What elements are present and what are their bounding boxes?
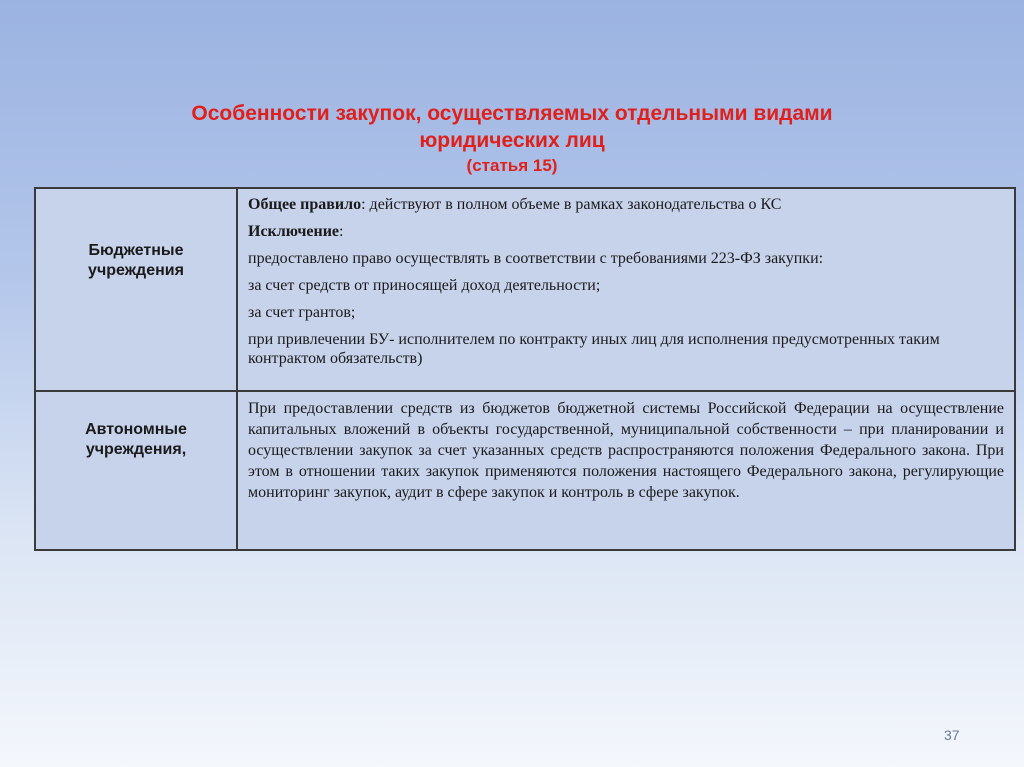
row-label: Автономные учреждения,	[85, 421, 187, 458]
list-item: предоставлено право осуществлять в соответствии с требованиями 223-ФЗ закупки:	[248, 250, 824, 267]
row-content-cell	[237, 188, 1015, 391]
title-line-3: (статья 15)	[466, 156, 558, 175]
row-label: Бюджетные учреждения	[88, 242, 184, 279]
page-number: 37	[944, 727, 960, 743]
row-content-cell	[237, 391, 1015, 550]
row-label-cell	[35, 188, 237, 391]
list-item: при привлечении БУ- исполнителем по контракту иных лиц для исполнения предусмотренных таким контрактом обязательств)	[248, 331, 940, 367]
content-table	[34, 187, 1016, 551]
exception	[248, 222, 1004, 241]
exception-suffix: :	[339, 223, 344, 240]
slide-title	[60, 100, 964, 178]
general-rule-label: Общее правило	[248, 196, 362, 213]
list-item: за счет грантов;	[248, 304, 356, 321]
title-line-2: юридических лиц	[419, 129, 605, 152]
exception-label: Исключение	[248, 223, 340, 240]
table-row	[35, 188, 1015, 391]
table-row	[35, 391, 1015, 550]
title-line-1: Особенности закупок, осуществляемых отдельными видами	[191, 102, 833, 125]
general-rule	[248, 195, 1004, 214]
row-text: При предоставлении средств из бюджетов бюджетной системы Российской Федерации на осуществление капитальных вложений в объекты государственной, муниципальной собственности – при планировании и осуществлении закупок за счет указанных средств распространяются положения Федерального закона. При этом в отношении таких закупок применяются положения настоящего Федерального закона, регулирующие мониторинг закупок, аудит в сфере закупок и контроль в сфере закупок.	[248, 400, 1004, 501]
list-item: за счет средств от приносящей доход деятельности;	[248, 277, 601, 294]
row-label-cell	[35, 391, 237, 550]
general-rule-text: : действуют в полном объеме в рамках законодательства о КС	[361, 196, 782, 213]
